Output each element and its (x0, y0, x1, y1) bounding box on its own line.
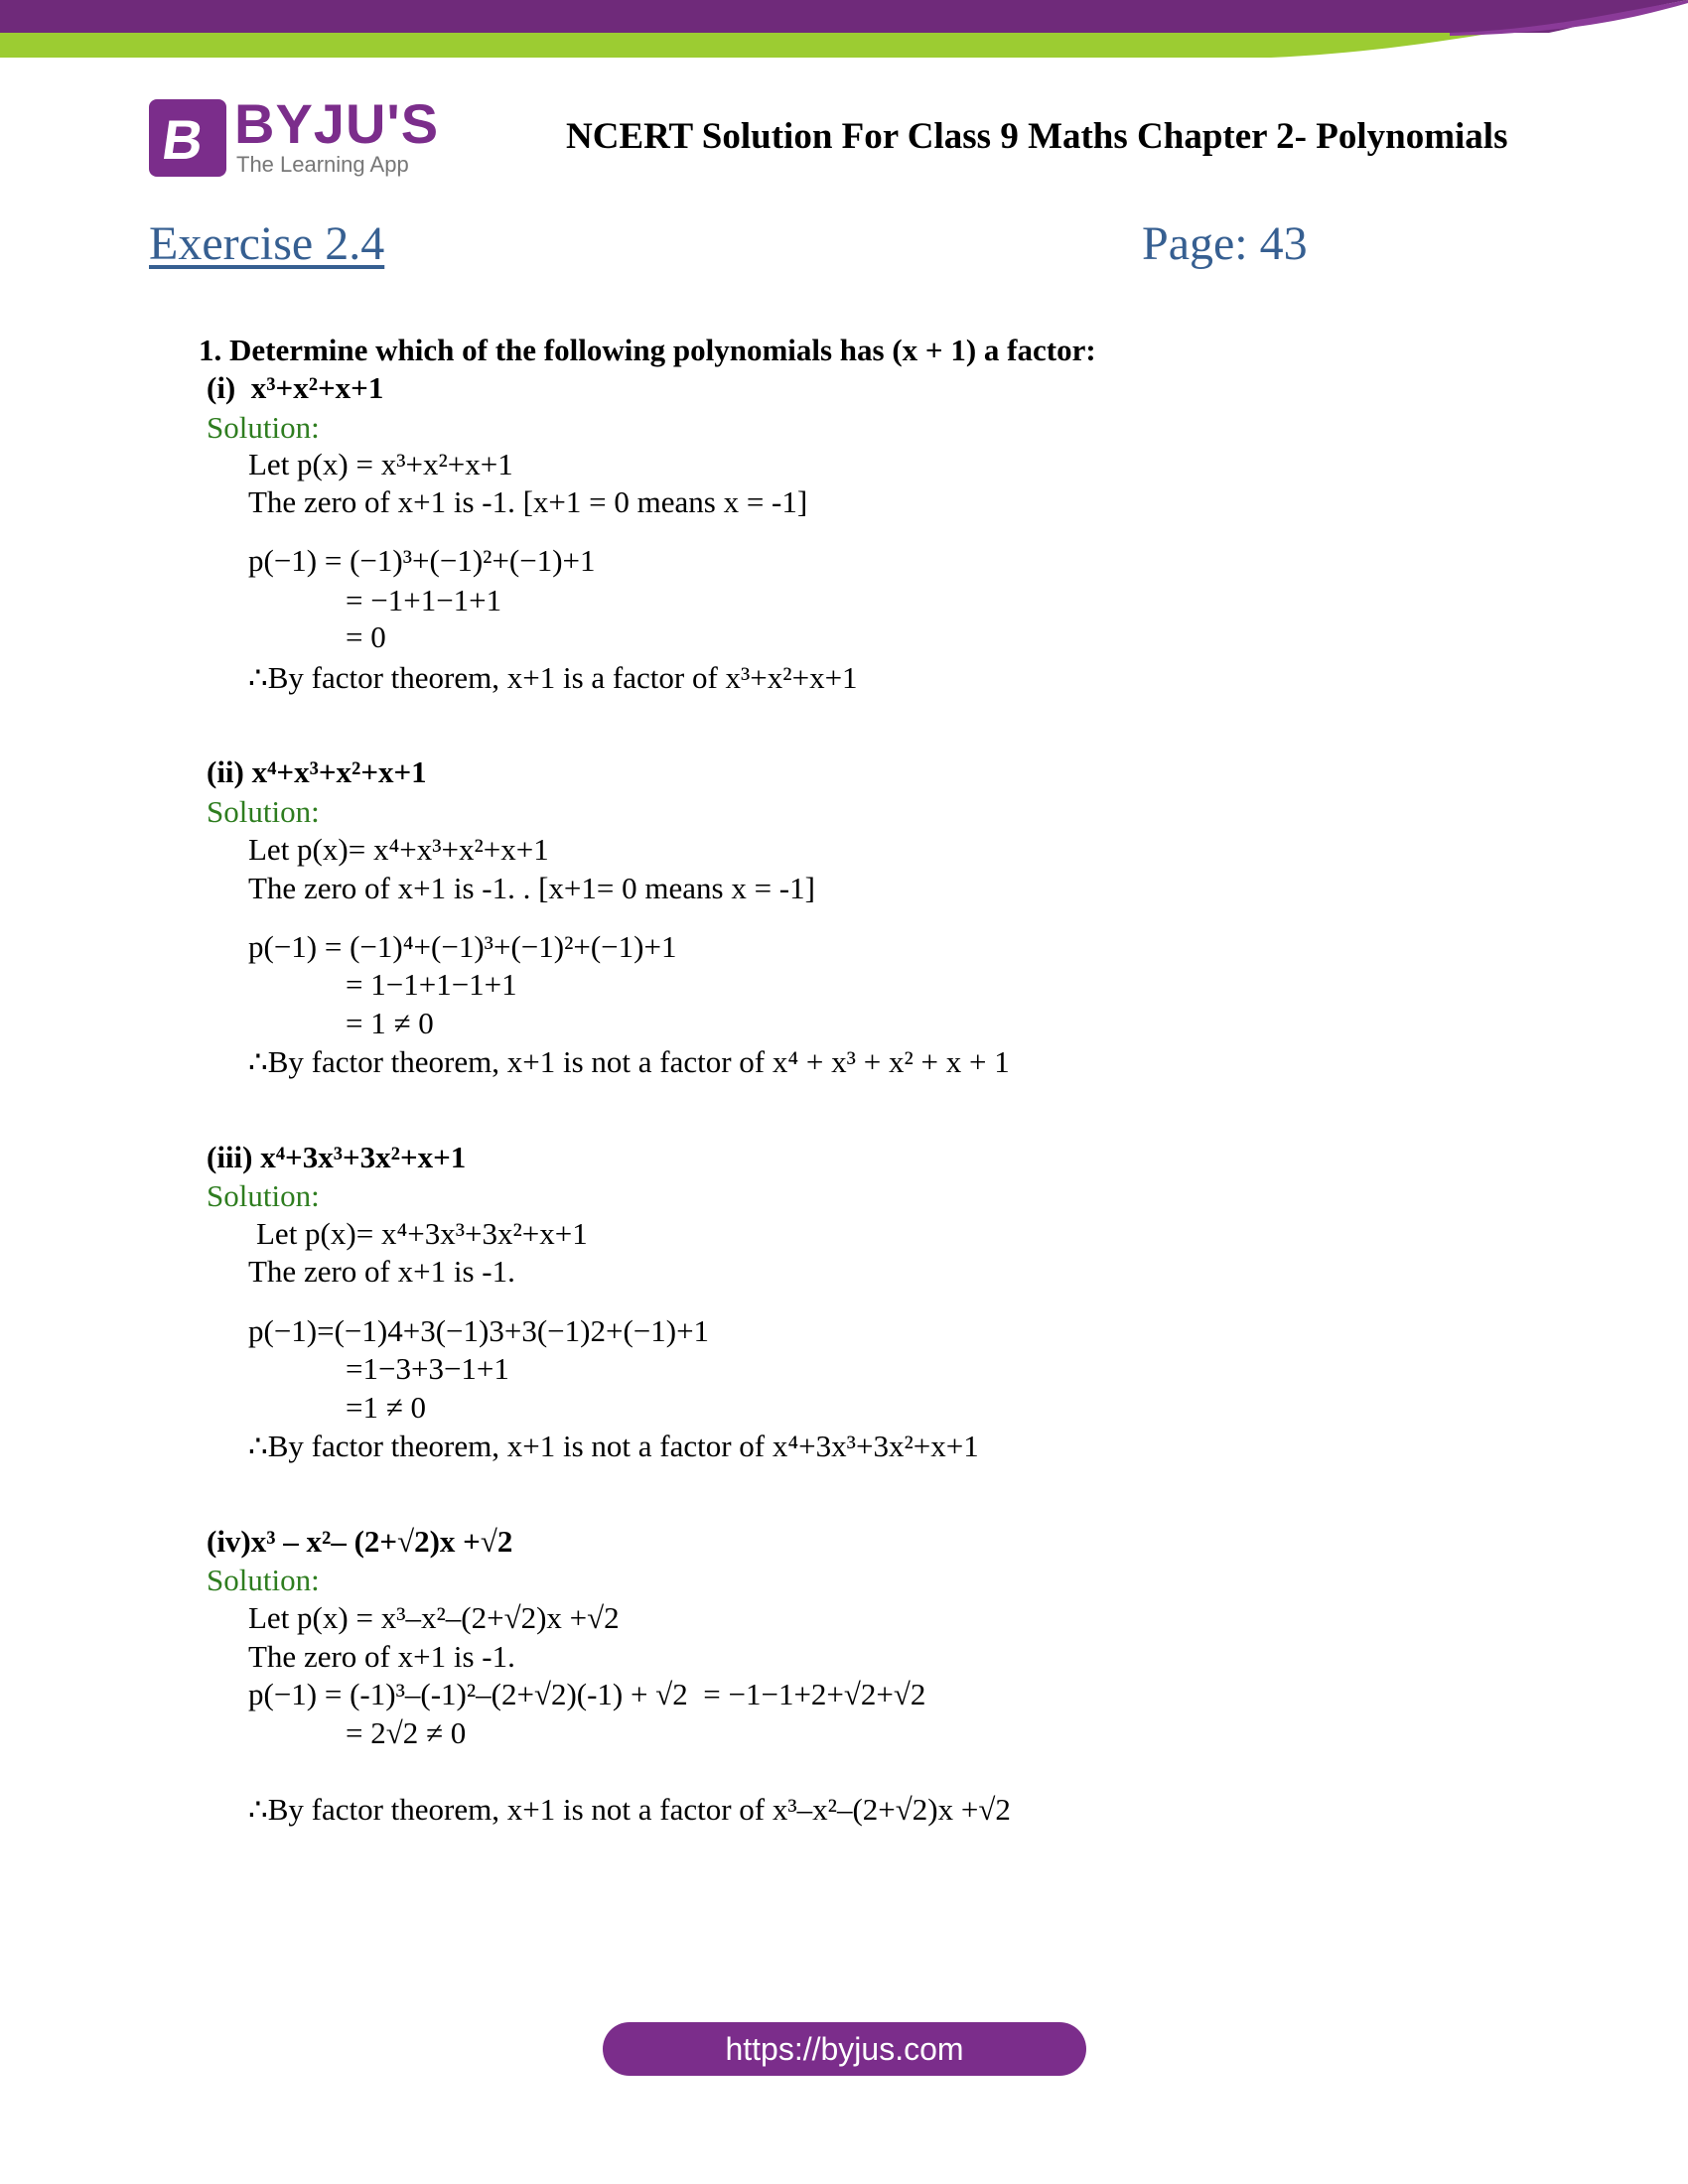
solution-line: The zero of x+1 is -1. (248, 1639, 515, 1674)
byjus-logo (149, 92, 440, 181)
part-heading: (ii) x⁴+x³+x²+x+1 (207, 754, 427, 789)
solution-line: = 1 ≠ 0 (346, 1006, 434, 1040)
solution-line: = −1+1−1+1 (346, 583, 502, 617)
solution-line: = 0 (346, 619, 386, 654)
part-heading: (iv)x³ – x²– (2+√2)x +√2 (207, 1524, 513, 1559)
logo-mark (149, 99, 226, 177)
question: 1. Determine which of the following polynomials has (x + 1) a factor: (199, 333, 1096, 367)
logo-tagline: The Learning App (236, 152, 409, 177)
solution-line: The zero of x+1 is -1. [x+1 = 0 means x = -1] (248, 484, 808, 519)
solution-line: The zero of x+1 is -1. (248, 1254, 515, 1289)
solution-line: Let p(x)= x⁴+x³+x²+x+1 (248, 832, 549, 867)
conclusion: ∴By factor theorem, x+1 is not a factor of x⁴+3x³+3x²+x+1 (248, 1429, 979, 1463)
solution-line: p(−1) = (−1)³+(−1)²+(−1)+1 (248, 543, 596, 578)
solution-line: = 1−1+1−1+1 (346, 967, 517, 1002)
logo-name: BYJU'S (234, 92, 440, 155)
solution-line: p(−1) = (-1)³–(-1)²–(2+√2)(-1) + √2 = −1−1+2+√2+√2 (248, 1677, 926, 1711)
part-heading: (i) x³+x²+x+1 (207, 370, 384, 405)
conclusion: ∴By factor theorem, x+1 is not a factor of x³–x²–(2+√2)x +√2 (248, 1792, 1011, 1827)
conclusion: ∴By factor theorem, x+1 is not a factor of x⁴ + x³ + x² + x + 1 (248, 1044, 1010, 1079)
solution-line: p(−1) = (−1)⁴+(−1)³+(−1)²+(−1)+1 (248, 929, 677, 964)
exercise-heading: Exercise 2.4 (149, 217, 385, 270)
page-number: Page: 43 (1142, 217, 1308, 270)
solution-line: =1−3+3−1+1 (346, 1351, 509, 1386)
solution-line: The zero of x+1 is -1. . [x+1= 0 means x = -1] (248, 871, 815, 905)
document-title: NCERT Solution For Class 9 Maths Chapter 2- Polynomials (566, 116, 1508, 157)
solution-line: =1 ≠ 0 (346, 1390, 426, 1425)
solution-line: Let p(x) = x³–x²–(2+√2)x +√2 (248, 1600, 620, 1635)
solution-label: Solution: (207, 794, 320, 829)
logo-mark-letter: B (158, 108, 208, 171)
solution-label: Solution: (207, 1563, 320, 1597)
conclusion: ∴By factor theorem, x+1 is a factor of x³+x²+x+1 (248, 660, 858, 695)
header-banner (0, 0, 1688, 60)
solution-line: p(−1)=(−1)4+3(−1)3+3(−1)2+(−1)+1 (248, 1313, 710, 1348)
solution-line: Let p(x)= x⁴+3x³+3x²+x+1 (256, 1216, 588, 1251)
part-heading: (iii) x⁴+3x³+3x²+x+1 (207, 1140, 467, 1174)
solution-label: Solution: (207, 1178, 320, 1213)
solution-line: Let p(x) = x³+x²+x+1 (248, 447, 513, 481)
solution-label: Solution: (207, 410, 320, 445)
footer-url-link[interactable]: https://byjus.com (603, 2022, 1086, 2076)
solution-line: = 2√2 ≠ 0 (346, 1715, 467, 1750)
